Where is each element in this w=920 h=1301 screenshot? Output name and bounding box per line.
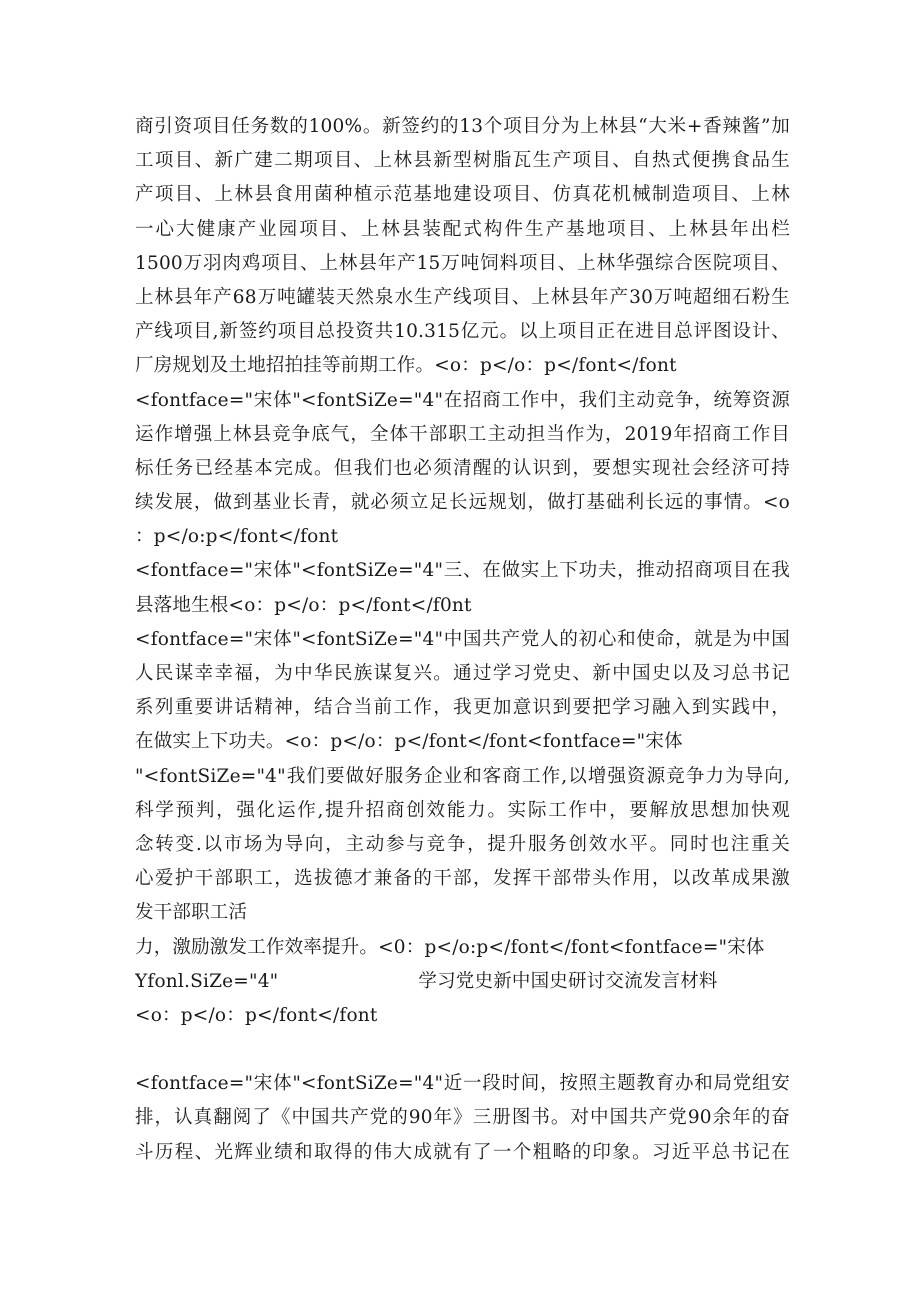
text-line: 念转变.以市场为导向，主动参与竞争，提升服务创效水平。同时也注重关: [135, 833, 790, 855]
text-line: 斗历程、光辉业绩和取得的伟大成就有了一个粗略的印象。习近平总书记在: [135, 1141, 790, 1163]
text-line: 产线项目,新签约项目总投资共10.315亿元。以上项目正在进目总评图设计、: [135, 321, 790, 343]
blank-line: [135, 1033, 790, 1067]
text-line: 厂房规划及土地招拍挂等前期工作。<o：p</o：p</font</font: [135, 355, 677, 377]
text-line: 系列重要讲话精神，结合当前工作，我更加意识到要把学习融入到实践中，: [135, 697, 790, 719]
text-line: 科学预判，强化运作,提升招商创效能力。实际工作中，要解放思想加快观: [135, 799, 790, 821]
text-line: 力，激励激发工作效率提升。<0：p</o:p</font</font<fontface="宋体: [135, 936, 765, 958]
text-line: 运作增强上林县竞争底气，全体干部职工主动担当作为，2019年招商工作目: [135, 423, 790, 445]
text-line: <fontface="宋体"<fontSiZe="4"近一段时间，按照主题教育办和局党组安: [135, 1073, 790, 1095]
text-line: 标任务已经基本完成。但我们也必须清醒的认识到，要想实现社会经济可持: [135, 457, 790, 479]
document-title: 学习党史新中国史研讨交流发言材料: [418, 970, 718, 992]
text-line: <fontface="宋体"<fontSiZe="4"在招商工作中，我们主动竞争，统筹资源: [135, 389, 790, 411]
title-line: [135, 965, 790, 999]
document-body: [135, 110, 790, 1170]
text-line: 排，认真翻阅了《中国共产党的90年》三册图书。对中国共产党90余年的奋: [135, 1107, 790, 1129]
text-line: <fontface="宋体"<fontSiZe="4"中国共产党人的初心和使命，就是为中国: [135, 628, 790, 650]
text-line: 人民谋幸幸福，为中华民族谋复兴。通过学习党史、新中国史以及习总书记: [135, 663, 790, 684]
text-line: 上林县年产68万吨罐装天然泉水生产线项目、上林县年产30万吨超细石粉生: [135, 286, 790, 308]
text-line: 工项目、新广建二期项目、上林县新型树脂瓦生产项目、自热式便携食品生: [135, 150, 790, 172]
text-line: "<fontSiZe="4"我们要做好服务企业和客商工作,以增强资源竞争力为导向,: [135, 765, 790, 787]
text-line: 1500万羽肉鸡项目、上林县年产15万吨饲料项目、上林华强综合医院项目、: [135, 252, 790, 274]
text-line: <o：p</o：p</font</font: [135, 1004, 378, 1026]
text-line: 发干部职工活: [135, 902, 248, 924]
text-line: 一心大健康产业园项目、上林县装配式构件生产基地项目、上林县年出栏: [135, 218, 790, 240]
text-line: 产项目、上林县食用菌种植示范基地建设项目、仿真花机械制造项目、上林: [135, 184, 790, 206]
font-markup-fragment: Yfonl.SiZe="4": [135, 970, 279, 992]
text-line: ：p</o:p</font</font: [135, 526, 339, 548]
text-line: 县落地生根<o：p</o：p</font</f0nt: [135, 594, 472, 616]
text-line: 心爱护干部职工，选拔德才兼备的干部，发挥干部带头作用，以改革成果激: [135, 868, 790, 890]
text-line: 商引资项目任务数的100%。新签约的13个项目分为上林县“大米+香辣酱”加: [135, 116, 790, 137]
text-line: 在做实上下功夫。<o：p</o：p</font</font<fontface="宋体: [135, 731, 683, 753]
text-line: <fontface="宋体"<fontSiZe="4"三、在做实上下功夫，推动招商项目在我: [135, 560, 790, 582]
text-line: 续发展，做到基业长青，就必须立足长远规划，做打基础利长远的事情。<o: [135, 492, 790, 514]
